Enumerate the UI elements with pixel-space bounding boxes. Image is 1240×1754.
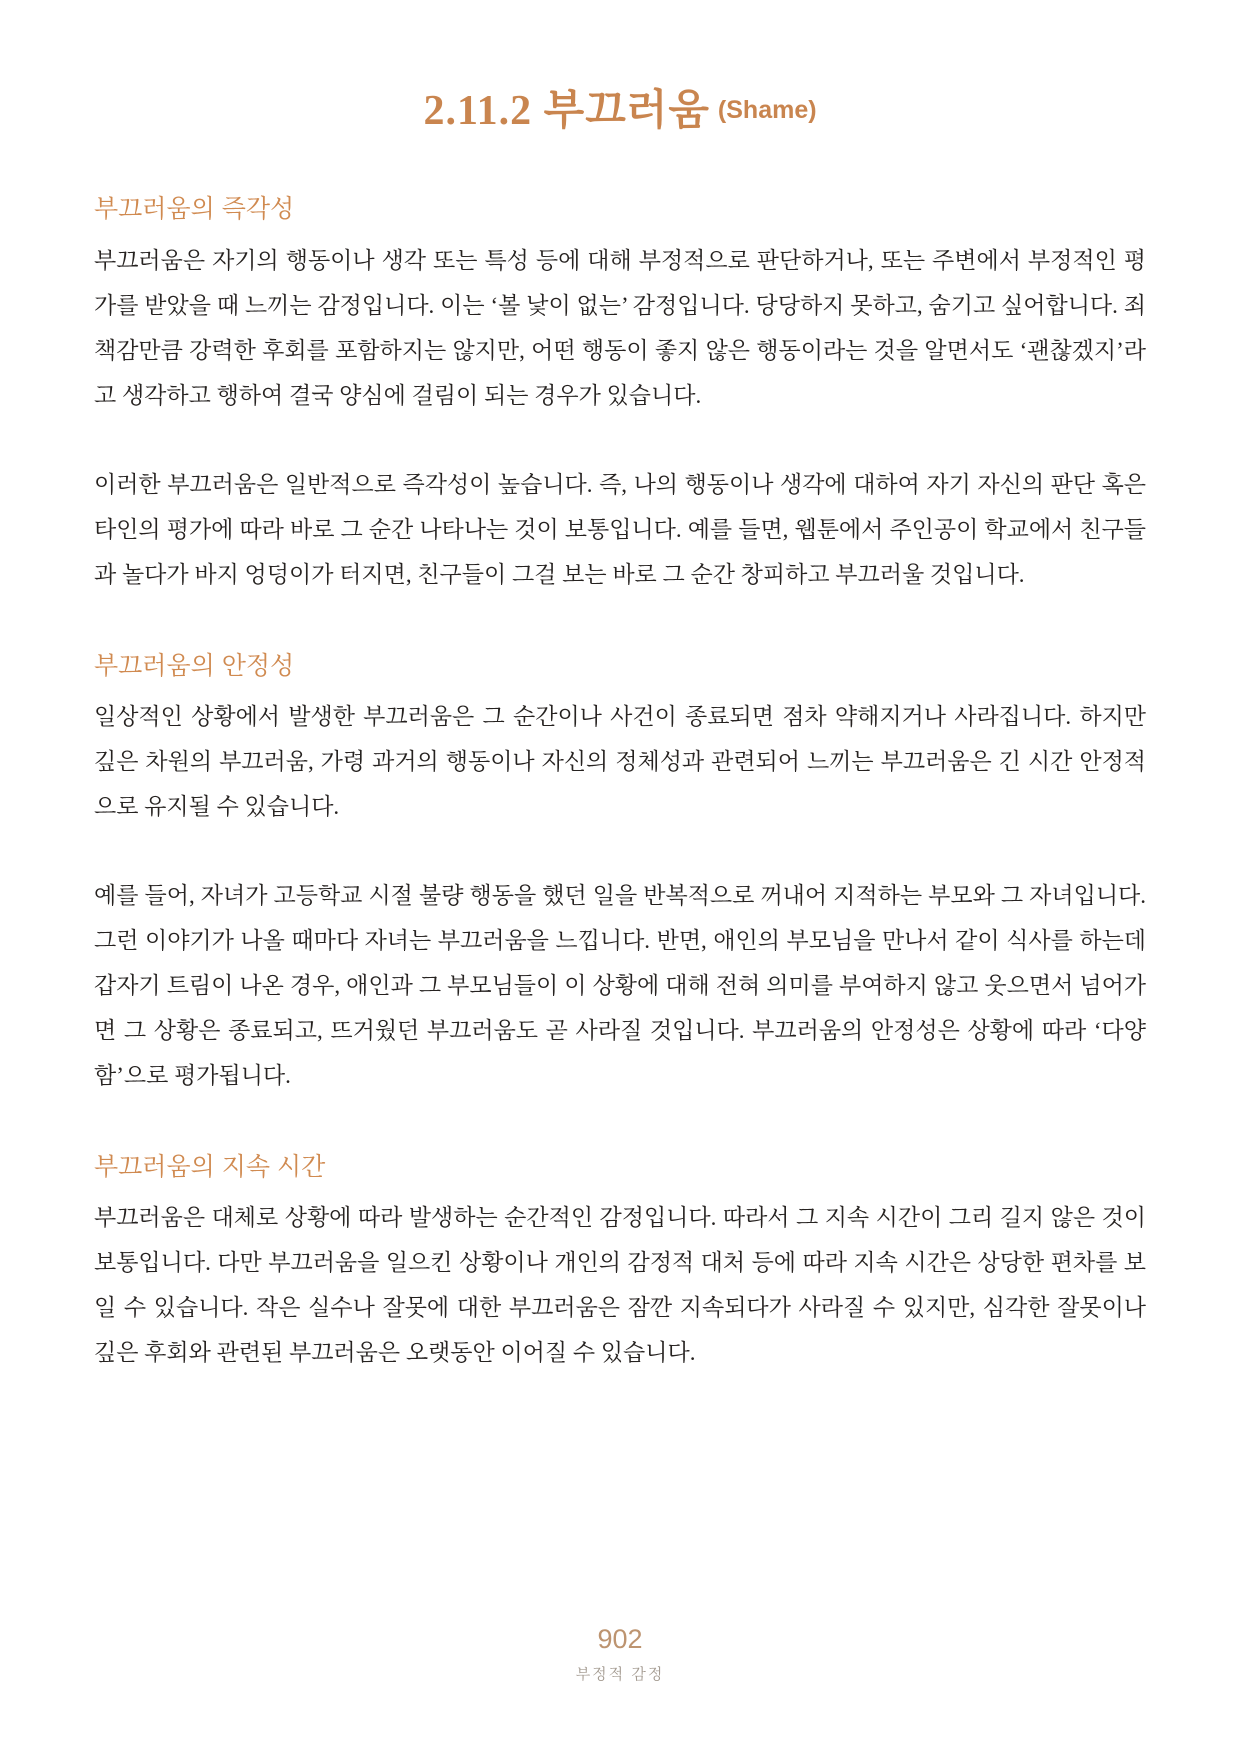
paragraph: 예를 들어, 자녀가 고등학교 시절 불량 행동을 했던 일을 반복적으로 꺼내어 지적하는 부모와 그 자녀입니다. 그런 이야기가 나올 때마다 자녀는 부끄러움을 느낍니다. 반면, 애인의 부모님을 만나서 같이 식사를 하는데 갑자기 트림이 나온 경우, 애인과 그 부모님들이 이 상황에 대해 전혀 의미를 부여하지 않고 웃으면서 넘어가면 그 상황은 종료되고, 뜨거웠던 부끄러움도 곧 사라질 것입니다. 부끄러움의 안정성은 상황에 따라 ‘다양함’으로 평가됩니다. bbox=[94, 882, 1146, 1088]
page-title-subtitle: (Shame) bbox=[717, 96, 817, 124]
section-stability bbox=[94, 651, 1146, 1098]
section-heading: 부끄러움의 지속 시간 bbox=[94, 1152, 326, 1181]
section-immediacy bbox=[94, 194, 1146, 596]
paragraph: 부끄러움은 대체로 상황에 따라 발생하는 순간적인 감정입니다. 따라서 그 지속 시간이 그리 길지 않은 것이 보통입니다. 다만 부끄러움을 일으킨 상황이나 개인의 감정적 대처 등에 따라 지속 시간은 상당한 편차를 보일 수 있습니다. 작은 실수나 잘못에 대한 부끄러움은 잠깐 지속되다가 사라질 수 있지만, 심각한 잘못이나 깊은 후회와 관련된 부끄러움은 오랫동안 이어질 수 있습니다. bbox=[94, 1205, 1146, 1366]
section-heading: 부끄러움의 즉각성 bbox=[94, 195, 295, 224]
footer-label: 부정적 감정 bbox=[575, 1666, 665, 1683]
paragraph: 이러한 부끄러움은 일반적으로 즉각성이 높습니다. 즉, 나의 행동이나 생각에 대하여 자기 자신의 판단 혹은 타인의 평가에 따라 바로 그 순간 나타나는 것이 보통입니다. 예를 들면, 웹툰에서 주인공이 학교에서 친구들과 놀다가 바지 엉덩이가 터지면, 친구들이 그걸 보는 바로 그 순간 창피하고 부끄러울 것입니다. bbox=[94, 471, 1146, 587]
section-heading: 부끄러움의 안정성 bbox=[94, 651, 295, 680]
page-title-main: 2.11.2 부끄러움 bbox=[423, 88, 710, 134]
section-duration bbox=[94, 1152, 1146, 1375]
page-title bbox=[94, 86, 1146, 136]
page-footer bbox=[0, 1623, 1240, 1684]
page-number: 902 bbox=[597, 1623, 643, 1654]
paragraph: 부끄러움은 자기의 행동이나 생각 또는 특성 등에 대해 부정적으로 판단하거나, 또는 주변에서 부정적인 평가를 받았을 때 느끼는 감정입니다. 이는 ‘볼 낯이 없는’ 감정입니다. 당당하지 못하고, 숨기고 싶어합니다. 죄책감만큼 강력한 후회를 포함하지는 않지만, 어떤 행동이 좋지 않은 행동이라는 것을 알면서도 ‘괜찮겠지’라고 생각하고 행하여 결국 양심에 걸림이 되는 경우가 있습니다. bbox=[94, 247, 1146, 408]
paragraph: 일상적인 상황에서 발생한 부끄러움은 그 순간이나 사건이 종료되면 점차 약해지거나 사라집니다. 하지만 깊은 차원의 부끄러움, 가령 과거의 행동이나 자신의 정체성과 관련되어 느끼는 부끄러움은 긴 시간 안정적으로 유지될 수 있습니다. bbox=[94, 703, 1146, 819]
